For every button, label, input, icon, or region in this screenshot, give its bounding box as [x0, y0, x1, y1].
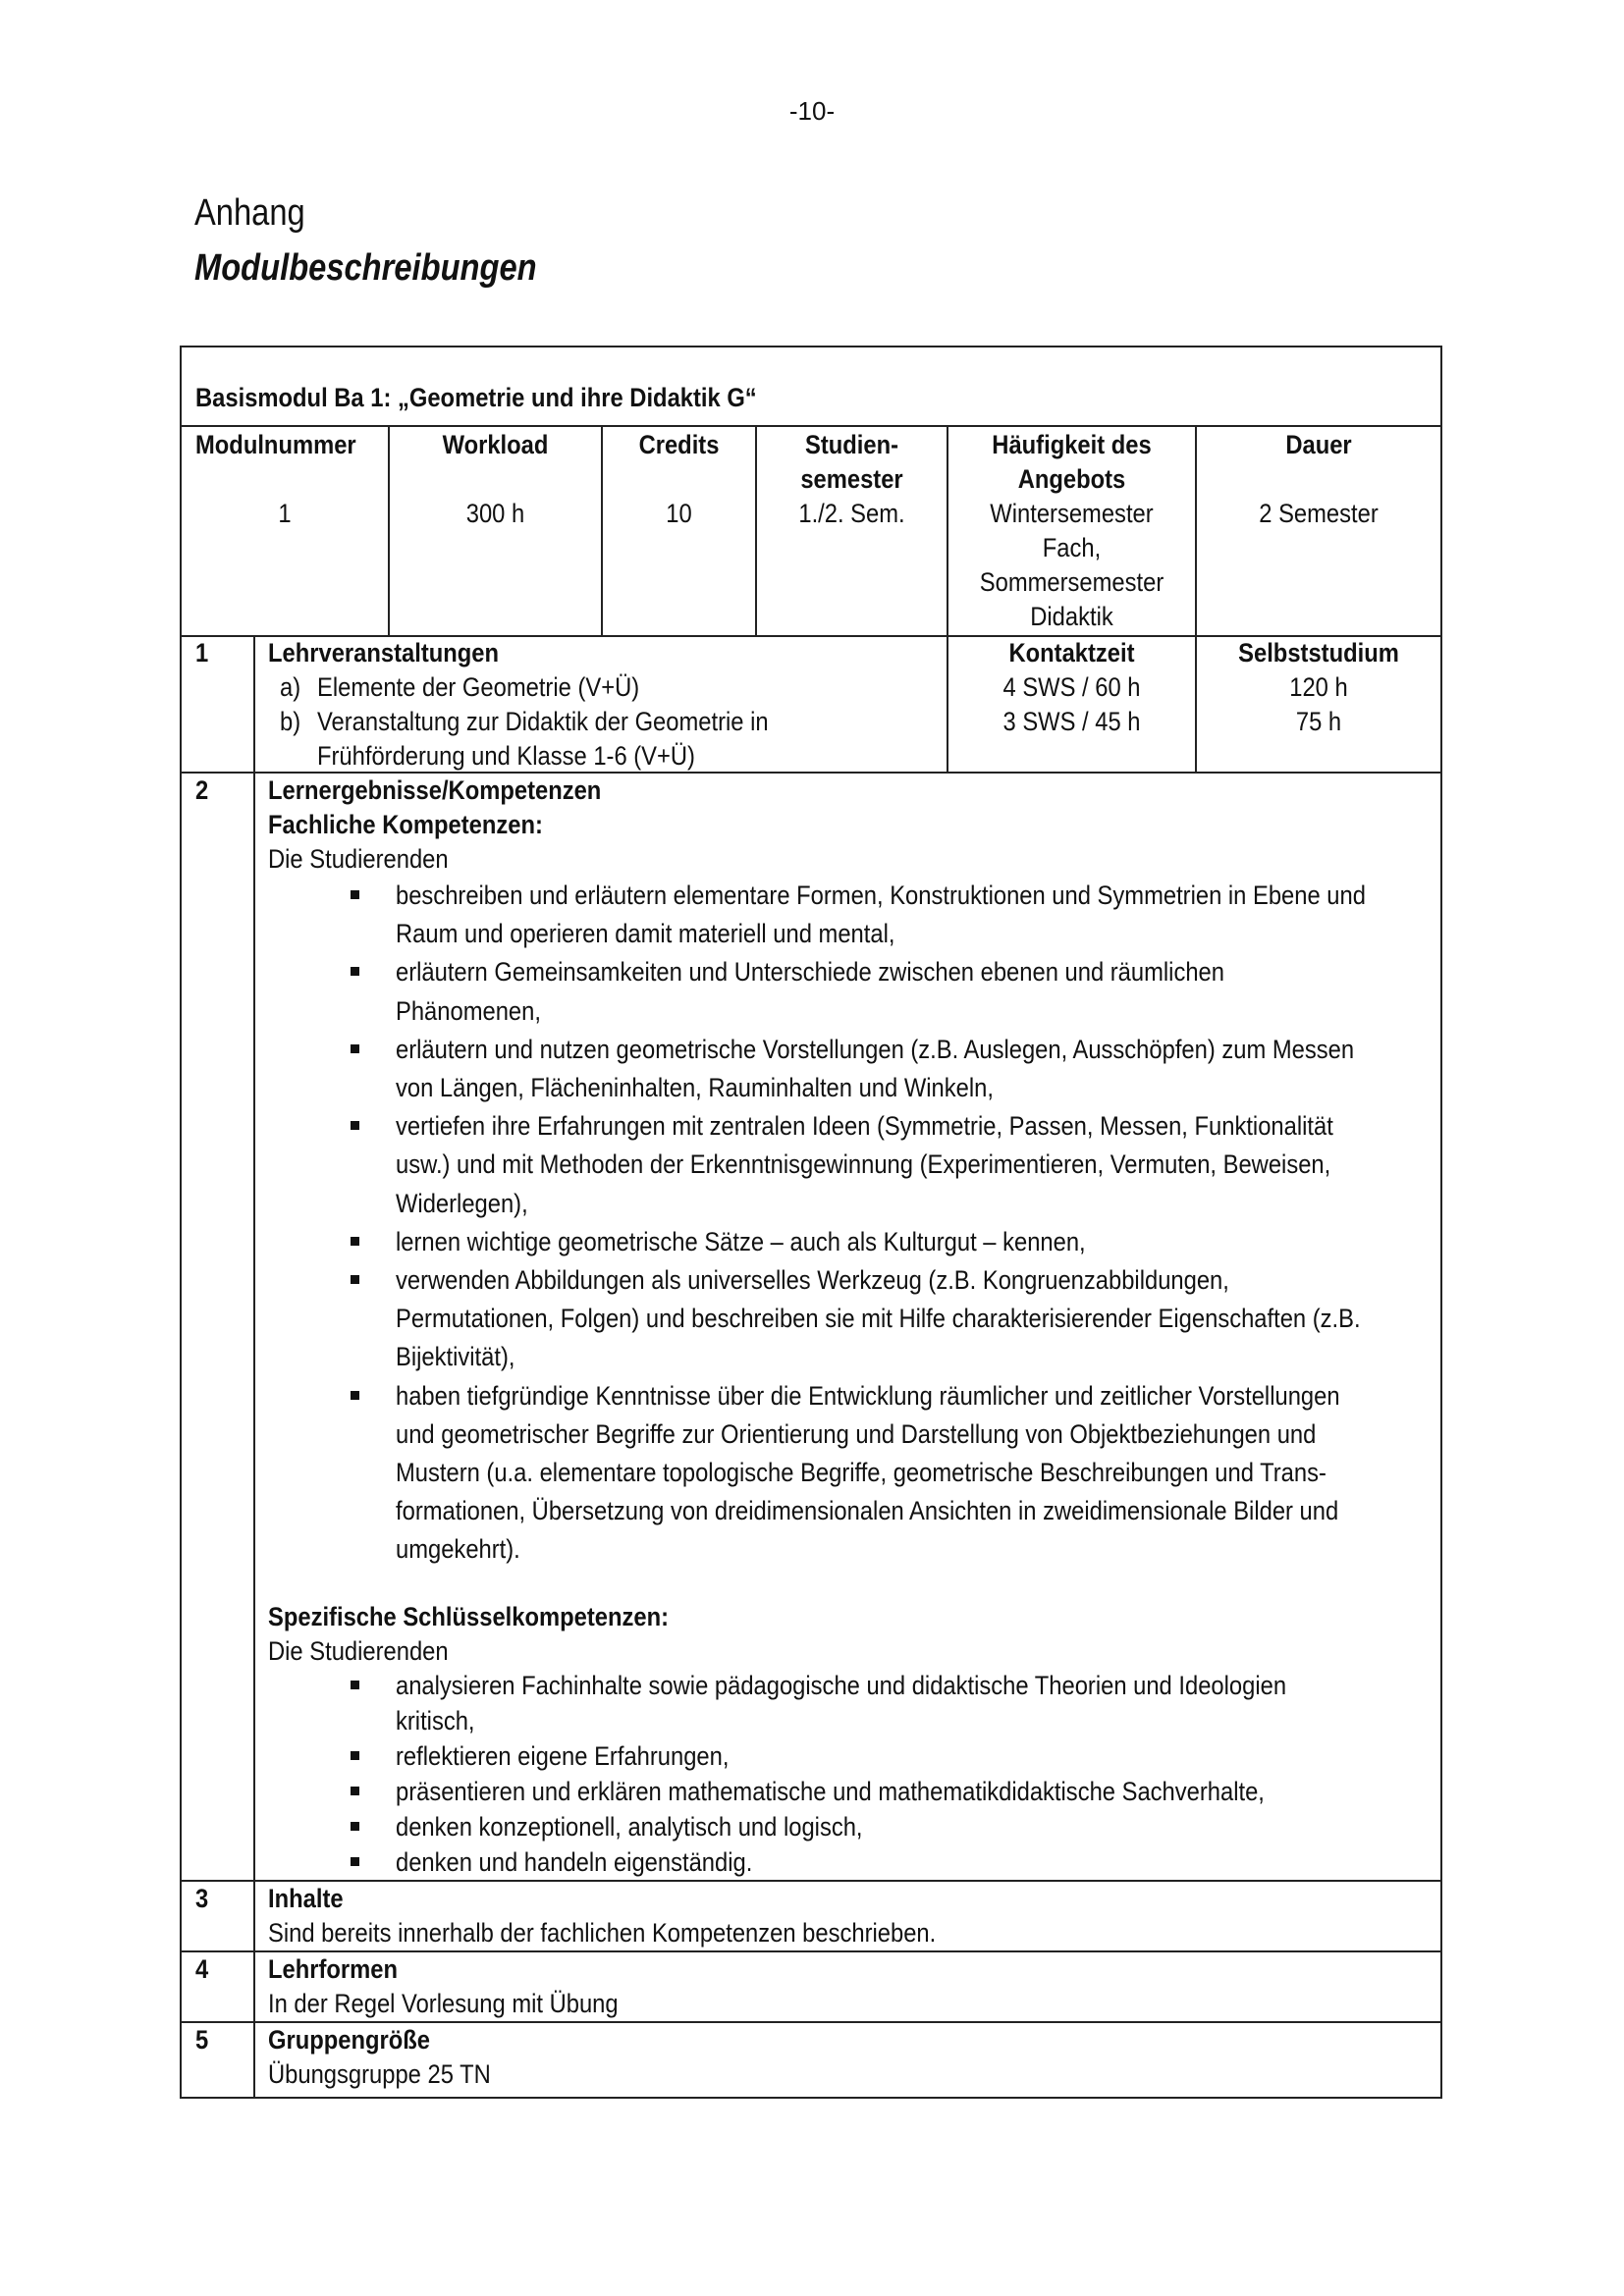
section-text: Sind bereits innerhalb der fachlichen Kompetenzen beschrieben. [268, 1918, 937, 1948]
competency-line: Widerlegen), [396, 1188, 528, 1218]
module-table [180, 346, 1442, 2099]
competency-line: umgekehrt). [396, 1534, 520, 1565]
value-studiensemester: 1./2. Sem. [798, 499, 905, 528]
col-divider [947, 425, 948, 772]
bullet-icon [351, 1857, 359, 1866]
competency-line: Phänomenen, [396, 995, 541, 1026]
subsection-title: Fachliche Kompetenzen: [268, 810, 543, 839]
competency-line: Bijektivität), [396, 1342, 515, 1372]
competency-line: erläutern und nutzen geometrische Vorstellungen (z.B. Auslegen, Ausschöpfen) zum Messen [396, 1034, 1355, 1064]
section-title: Gruppengröße [268, 2025, 430, 2055]
competency-line: lernen wichtige geometrische Sätze – auch als Kulturgut – kennen, [396, 1226, 1086, 1256]
competency-line: analysieren Fachinhalte sowie pädagogische und didaktische Theorien und Ideologien [396, 1671, 1287, 1700]
bullet-icon [351, 1751, 359, 1760]
kontaktzeit-value: 4 SWS / 60 h [1002, 672, 1141, 702]
col-divider [388, 425, 390, 635]
list-marker: a) [280, 672, 301, 702]
header-haeufigkeit-2: Angebots [1017, 464, 1126, 494]
section-heading: Anhang [194, 192, 305, 234]
value-dauer: 2 Semester [1259, 499, 1379, 528]
bullet-icon [351, 1044, 359, 1053]
course-item: Elemente der Geometrie (V+Ü) [317, 672, 640, 702]
bullet-icon [351, 1391, 359, 1400]
page-number: -10- [788, 96, 836, 126]
kontaktzeit-value: 3 SWS / 45 h [1002, 707, 1141, 736]
section-number: 5 [195, 2025, 209, 2055]
competency-line: erläutern Gemeinsamkeiten und Unterschiede zwischen ebenen und räumlichen [396, 957, 1224, 988]
intro-text: Die Studierenden [268, 844, 449, 874]
col-divider [601, 425, 603, 635]
competency-line: verwenden Abbildungen als universelles Werkzeug (z.B. Kongruenzabbildungen, [396, 1265, 1229, 1295]
competency-line: Raum und operieren damit materiell und mental, [396, 919, 895, 949]
header-workload: Workload [442, 430, 549, 459]
value-credits: 10 [666, 499, 692, 528]
selbststudium-label: Selbststudium [1238, 638, 1399, 667]
competency-line: vertiefen ihre Erfahrungen mit zentralen Ideen (Symmetrie, Passen, Messen, Funktionalität [396, 1111, 1333, 1142]
competency-line: denken und handeln eigenständig. [396, 1847, 753, 1877]
bullet-icon [351, 1275, 359, 1284]
header-haeufigkeit-1: Häufigkeit des [992, 430, 1152, 459]
section-title: Lehrformen [268, 1954, 399, 1984]
section-number: 3 [195, 1884, 209, 1913]
competency-line: Permutationen, Folgen) und beschreiben sie mit Hilfe charakterisierender Eigenschaften (z.B. [396, 1304, 1361, 1334]
competency-line: denken konzeptionell, analytisch und logisch, [396, 1812, 863, 1842]
section-number: 2 [195, 775, 209, 805]
list-marker: b) [280, 707, 301, 736]
bullet-icon [351, 1681, 359, 1689]
bullet-icon [351, 1787, 359, 1795]
bullet-icon [351, 890, 359, 899]
bullet-icon [351, 1822, 359, 1831]
header-studiensemester-1: Studien- [804, 430, 899, 459]
section-title: Inhalte [268, 1884, 344, 1913]
subsection-title: Spezifische Schlüsselkompetenzen: [268, 1602, 670, 1631]
competency-line: und geometrischer Begriffe zur Orientierung und Darstellung von Objektbeziehungen und [396, 1418, 1317, 1449]
module-title: Basismodul Ba 1: „Geometrie und ihre Didaktik G“ [195, 383, 757, 412]
bullet-icon [351, 1237, 359, 1246]
section-number: 4 [195, 1954, 209, 1984]
col-divider [1195, 425, 1197, 772]
course-item: Frühförderung und Klasse 1-6 (V+Ü) [317, 741, 695, 771]
intro-text: Die Studierenden [268, 1636, 449, 1666]
value-haeufigkeit-1: Wintersemester [990, 499, 1154, 528]
competency-line: haben tiefgründige Kenntnisse über die Entwicklung räumlicher und zeitlicher Vorstellungen [396, 1380, 1340, 1411]
selbststudium-value: 75 h [1295, 707, 1342, 736]
bullet-icon [351, 967, 359, 976]
header-modulnummer: Modulnummer [195, 430, 356, 459]
competency-line: formationen, Übersetzung von dreidimensionalen Ansichten in zweidimensionale Bilder und [396, 1496, 1339, 1526]
competency-line: präsentieren und erklären mathematische und mathematikdidaktische Sachverhalte, [396, 1777, 1265, 1806]
value-haeufigkeit-2: Fach, [1042, 533, 1102, 562]
kontaktzeit-label: Kontaktzeit [1008, 638, 1135, 667]
competency-line: von Längen, Flächeninhalten, Rauminhalten und Winkeln, [396, 1073, 994, 1102]
section-text: In der Regel Vorlesung mit Übung [268, 1989, 619, 2018]
value-haeufigkeit-4: Didaktik [1030, 602, 1113, 631]
value-modulnummer: 1 [278, 499, 292, 528]
competency-line: kritisch, [396, 1706, 475, 1735]
header-studiensemester-2: semester [800, 464, 903, 494]
col-divider [755, 425, 757, 635]
competency-line: usw.) und mit Methoden der Erkenntnisgewinnung (Experimentieren, Vermuten, Beweisen, [396, 1149, 1331, 1180]
value-workload: 300 h [465, 499, 525, 528]
section-title: Lehrveranstaltungen [268, 638, 500, 667]
row-divider [182, 425, 1440, 427]
competency-line: reflektieren eigene Erfahrungen, [396, 1741, 730, 1771]
bullet-icon [351, 1121, 359, 1130]
section-title: Lernergebnisse/Kompetenzen [268, 775, 602, 805]
section-text: Übungsgruppe 25 TN [268, 2059, 491, 2089]
competency-line: Mustern (u.a. elementare topologische Begriffe, geometrische Beschreibungen und Trans- [396, 1458, 1326, 1487]
value-haeufigkeit-3: Sommersemester [979, 567, 1164, 597]
row-divider [182, 1880, 1440, 1882]
col-divider [253, 635, 255, 2097]
header-credits: Credits [638, 430, 720, 459]
section-number: 1 [195, 638, 209, 667]
competency-line: beschreiben und erläutern elementare Formen, Konstruktionen und Symmetrien in Ebene und [396, 881, 1366, 910]
selbststudium-value: 120 h [1289, 672, 1348, 702]
section-subheading: Modulbeschreibungen [194, 247, 537, 289]
header-dauer: Dauer [1285, 430, 1352, 459]
course-item: Veranstaltung zur Didaktik der Geometrie in [317, 707, 769, 736]
